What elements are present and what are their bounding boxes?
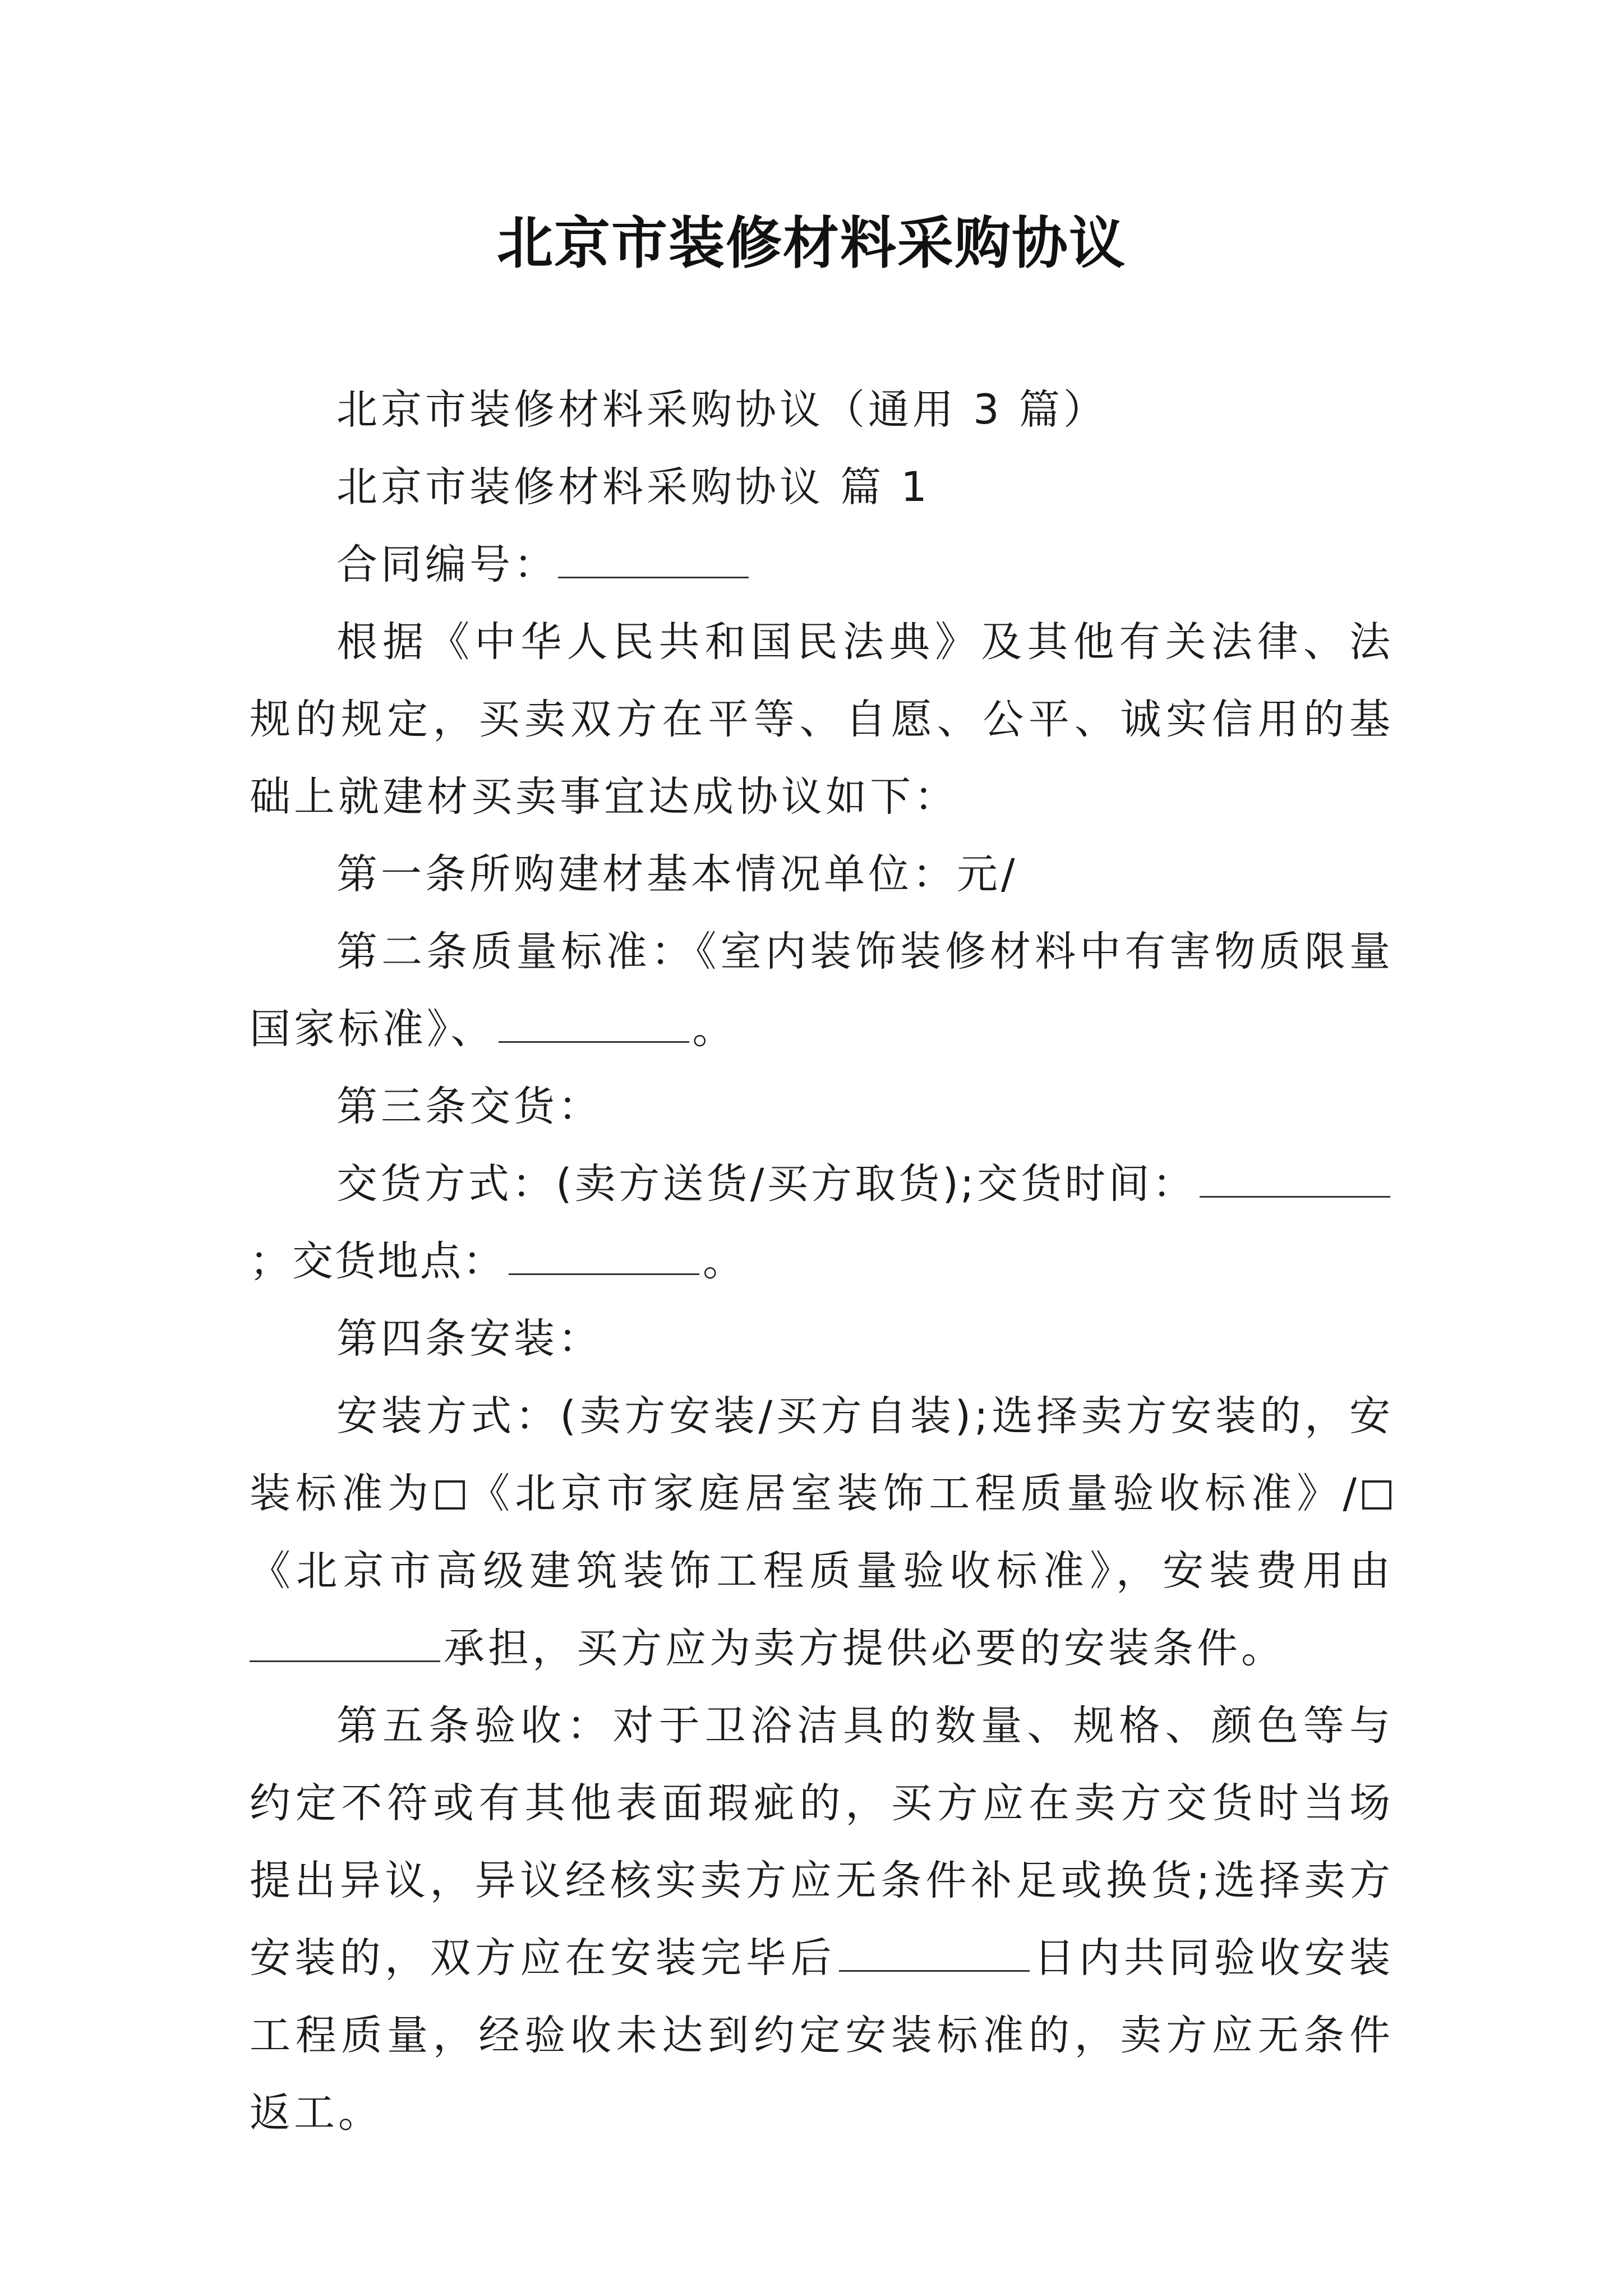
- article-2-text: 第二条质量标准：《室内装饰装修材料中有害物质限量国家标准》、: [250, 928, 1394, 1053]
- install-text-4: 承担，买方应为卖方提供必要的安装条件。: [444, 1625, 1285, 1672]
- delivery-paragraph: [250, 1145, 1394, 1300]
- document-body: [250, 371, 1394, 2152]
- article-5: [250, 1687, 1394, 2152]
- delivery-place-end: 。: [703, 1237, 745, 1285]
- article-2: [250, 913, 1394, 1068]
- delivery-time-blank: [1200, 1162, 1390, 1198]
- subtitle: 北京市装修材料采购协议（通用 3 篇）: [336, 386, 1108, 434]
- install-text-3: 《北京市高级建筑装饰工程质量验收标准》，安装费用由: [250, 1547, 1394, 1595]
- install-paragraph: [250, 1378, 1394, 1687]
- delivery-semicolon: ；: [250, 1237, 292, 1285]
- part-heading: 北京市装修材料采购协议 篇 1: [336, 463, 930, 511]
- article-3-heading: 第三条交货：: [336, 1083, 602, 1130]
- delivery-place-blank: [509, 1240, 699, 1275]
- delivery-place-label: 交货地点：: [292, 1237, 505, 1285]
- install-text-2: 《北京市家庭居室装饰工程质量验收标准》/: [467, 1470, 1360, 1517]
- contract-number-label: 合同编号：: [336, 541, 558, 588]
- article-2-blank: [499, 1007, 689, 1043]
- article-2-end: 。: [692, 1005, 737, 1053]
- article-1: 第一条所购建材基本情况单位：元/: [336, 850, 1018, 898]
- install-text-1: 安装方式：(卖方安装/买方自装);选择卖方安装的，安装标准为: [250, 1392, 1394, 1517]
- contract-number-blank: [558, 543, 749, 578]
- acceptance-days-blank: [839, 1936, 1030, 1972]
- install-fee-blank: [250, 1627, 440, 1662]
- delivery-method: 交货方式：(卖方送货/买方取货);交货时间：: [336, 1160, 1196, 1208]
- contract-number-line: [250, 526, 1394, 604]
- article-5-text-2: 日内共同验收安装工程质量，经验收未达到约定安装标准的，卖方应无条件返工。: [250, 1934, 1394, 2137]
- article-4-heading: 第四条安装：: [336, 1315, 602, 1363]
- document-title: 北京市装修材料采购协议: [497, 210, 1126, 276]
- checkbox-icon: [436, 1480, 465, 1510]
- article-5-text-1: 第五条验收：对于卫浴洁具的数量、规格、颜色等与约定不符或有其他表面瑕疵的，买方应在卖方交货时当场提出异议，异议经核实卖方应无条件补足或换货;选择卖方安装的，双方应在安装完毕后: [250, 1702, 1394, 1982]
- checkbox-icon: [1362, 1480, 1391, 1510]
- intro-paragraph: 根据《中华人民共和国民法典》及其他有关法律、法规的规定，买卖双方在平等、自愿、公平、诚实信用的基础上就建材买卖事宜达成协议如下：: [250, 618, 1394, 821]
